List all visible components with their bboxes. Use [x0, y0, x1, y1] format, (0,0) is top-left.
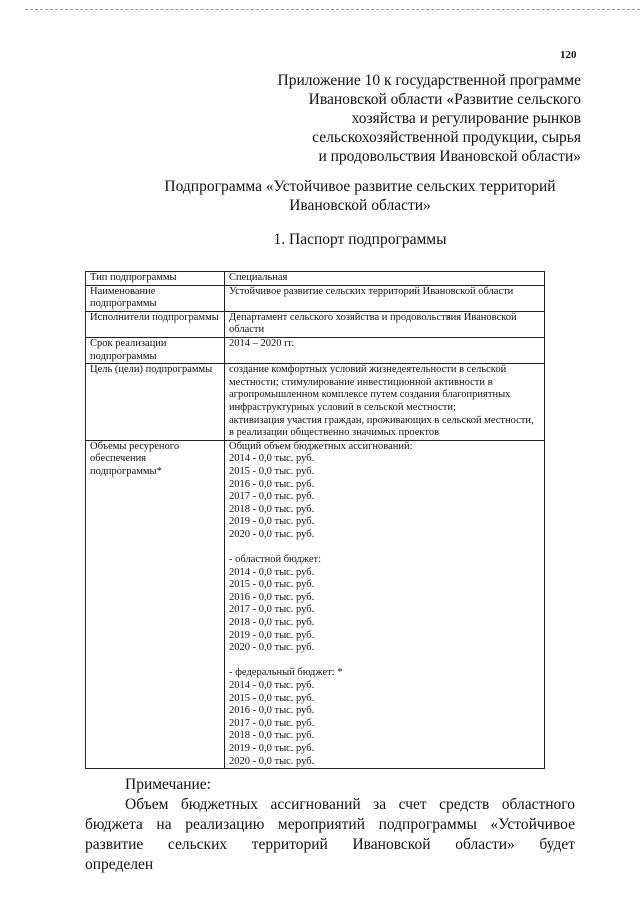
budget-year: 2018 - 0,0 тыс. руб. [229, 730, 315, 742]
row-value: Департамент сельского хозяйства и продовольствия Ивановской области [225, 311, 545, 337]
budget-year: 2020 - 0,0 тыс. руб. [229, 755, 315, 767]
budget-year: 2020 - 0,0 тыс. руб. [229, 642, 315, 654]
budget-year: 2015 - 0,0 тыс. руб. [229, 579, 315, 591]
row-value-goals [225, 364, 545, 441]
budget-year: 2020 - 0,0 тыс. руб. [229, 528, 315, 540]
table-row [86, 311, 545, 337]
table-row [86, 364, 545, 441]
subprogram-title-line: Подпрограмма «Устойчивое развитие сельских территорий [164, 178, 556, 195]
budget-year: 2014 - 0,0 тыс. руб. [229, 566, 315, 578]
subprogram-title-line: Ивановской области» [289, 197, 431, 214]
budget-total [229, 441, 540, 542]
row-label: Тип подпрограммы [86, 272, 225, 286]
budget-heading: - федеральный бюджет: * [229, 667, 343, 679]
budget-year: 2014 - 0,0 тыс. руб. [229, 453, 315, 465]
budget-year: 2015 - 0,0 тыс. руб. [229, 465, 315, 477]
row-label: Объемы ресуреного обеспечения подпрограммы* [86, 440, 225, 768]
budget-federal [229, 667, 540, 768]
budget-year: 2019 - 0,0 тыс. руб. [229, 516, 315, 528]
row-value: Специальная [225, 272, 545, 286]
scan-artifact-line [25, 9, 640, 11]
spacer [229, 655, 540, 668]
budget-heading: Общий объем бюджетных ассигнований: [229, 440, 413, 452]
table-row [86, 272, 545, 286]
spacer [229, 541, 540, 554]
row-value-budgets [225, 440, 545, 768]
appendix-line: Ивановской области «Развитие сельского [308, 91, 581, 108]
goal-item: активизация участия граждан, проживающих в сельской местности, в реализации общественно значимых проектов [229, 414, 534, 439]
row-value: Устойчивое развитие сельских территорий Ивановской области [225, 285, 545, 311]
note-section [85, 775, 575, 875]
budget-year: 2019 - 0,0 тыс. руб. [229, 742, 315, 754]
note-heading: Примечание: [125, 776, 211, 793]
table-row [86, 337, 545, 363]
row-label: Цель (цели) подпрограммы [86, 364, 225, 441]
passport-heading: 1. Паспорт подпрограммы [273, 231, 447, 248]
appendix-line: и продовольствия Ивановской области» [318, 148, 581, 165]
row-value: 2014 – 2020 гг. [225, 337, 545, 363]
row-label: Срок реализации подпрограммы [86, 337, 225, 363]
budget-year: 2015 - 0,0 тыс. руб. [229, 692, 315, 704]
table-row [86, 440, 545, 768]
appendix-line: сельскохозяйственной продукции, сырья [312, 129, 581, 146]
budget-year: 2018 - 0,0 тыс. руб. [229, 617, 315, 629]
budget-year: 2017 - 0,0 тыс. руб. [229, 491, 315, 503]
appendix-line: Приложение 10 к государственной программе [277, 72, 581, 89]
row-label: Наименование подпрограммы [86, 285, 225, 311]
table-row [86, 285, 545, 311]
row-label: Исполнители подпрограммы [86, 311, 225, 337]
budget-year: 2017 - 0,0 тыс. руб. [229, 604, 315, 616]
budget-heading: - областной бюджет: [229, 554, 321, 566]
budget-year: 2016 - 0,0 тыс. руб. [229, 705, 315, 717]
budget-year: 2014 - 0,0 тыс. руб. [229, 680, 315, 691]
page-number: 120 [560, 49, 577, 61]
subprogram-title [150, 177, 570, 215]
passport-table [85, 271, 545, 769]
budget-year: 2019 - 0,0 тыс. руб. [229, 629, 315, 641]
note-body: Объем бюджетных ассигнований за счет средств областного бюджета на реализацию мероприятий подпрограммы «Устойчивое развитие сельских территорий Ивановской области» будет определен [85, 796, 575, 873]
budget-year: 2018 - 0,0 тыс. руб. [229, 503, 315, 515]
appendix-header [241, 71, 581, 166]
goal-item: создание комфортных условий жизнедеятельности в сельской местности; стимулирование инвестиционной активности в агропромышленном комплексе путем создания благоприятных инфраструктурных условий в сельской местности; [229, 364, 511, 413]
budget-year: 2017 - 0,0 тыс. руб. [229, 717, 315, 729]
appendix-line: хозяйства и регулирование рынков [351, 110, 581, 127]
budget-regional [229, 554, 540, 655]
budget-year: 2016 - 0,0 тыс. руб. [229, 478, 315, 490]
budget-year: 2016 - 0,0 тыс. руб. [229, 591, 315, 603]
